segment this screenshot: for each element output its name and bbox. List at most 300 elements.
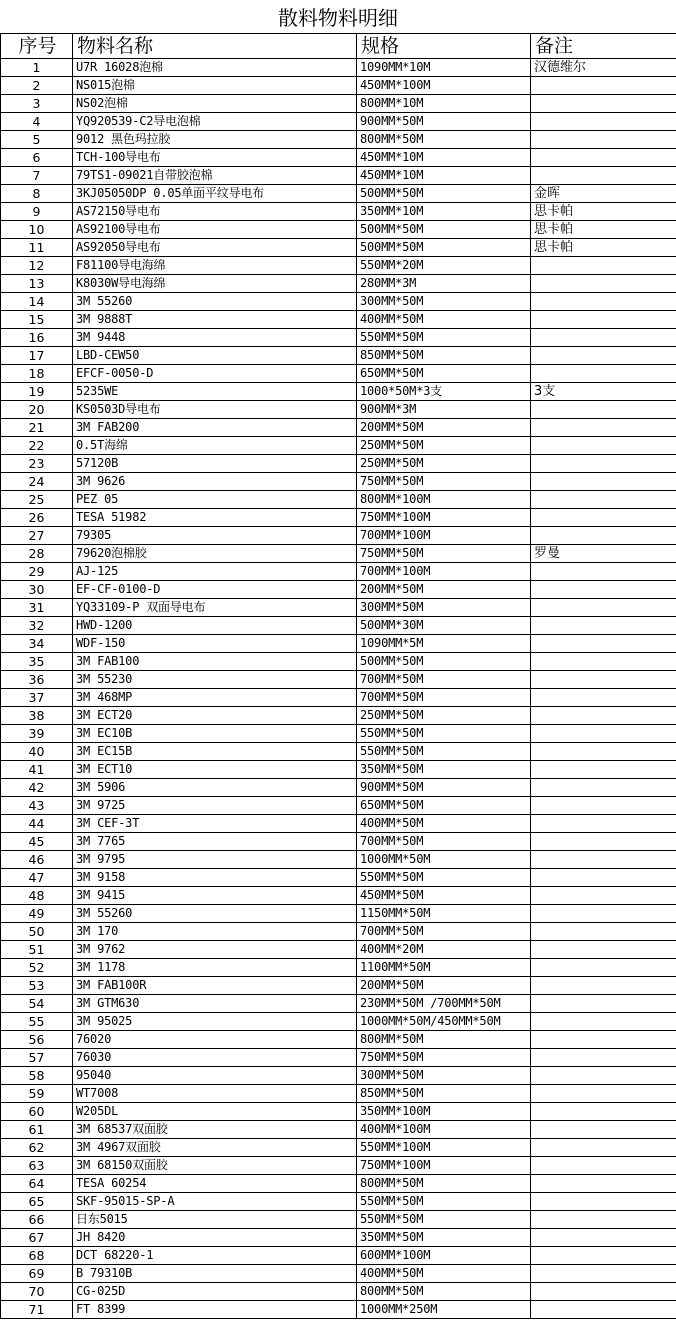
note-cell[interactable]: [531, 95, 676, 113]
index-cell[interactable]: 1: [1, 59, 73, 77]
name-cell[interactable]: 3M 170: [73, 923, 357, 941]
name-cell[interactable]: 76020: [73, 1031, 357, 1049]
note-cell[interactable]: [531, 1283, 676, 1301]
spec-cell[interactable]: 700MM*100M: [357, 563, 531, 581]
name-cell[interactable]: 3M FAB100R: [73, 977, 357, 995]
spec-cell[interactable]: 200MM*50M: [357, 977, 531, 995]
name-cell[interactable]: WT7008: [73, 1085, 357, 1103]
spec-cell[interactable]: 750MM*50M: [357, 1049, 531, 1067]
index-cell[interactable]: 31: [1, 599, 73, 617]
name-cell[interactable]: TESA 60254: [73, 1175, 357, 1193]
name-cell[interactable]: 76030: [73, 1049, 357, 1067]
index-cell[interactable]: 27: [1, 527, 73, 545]
name-cell[interactable]: LBD-CEW50: [73, 347, 357, 365]
index-cell[interactable]: 48: [1, 887, 73, 905]
spec-cell[interactable]: 500MM*50M: [357, 239, 531, 257]
name-cell[interactable]: K8030W导电海绵: [73, 275, 357, 293]
spec-cell[interactable]: 450MM*50M: [357, 887, 531, 905]
spec-cell[interactable]: 700MM*100M: [357, 527, 531, 545]
note-cell[interactable]: [531, 311, 676, 329]
name-cell[interactable]: 3M 9725: [73, 797, 357, 815]
note-cell[interactable]: [531, 167, 676, 185]
name-cell[interactable]: 3M CEF-3T: [73, 815, 357, 833]
index-cell[interactable]: 10: [1, 221, 73, 239]
note-cell[interactable]: [531, 473, 676, 491]
index-cell[interactable]: 67: [1, 1229, 73, 1247]
name-cell[interactable]: 日东5015: [73, 1211, 357, 1229]
table-row: [1, 221, 676, 239]
table-row: [1, 887, 676, 905]
index-cell[interactable]: 34: [1, 635, 73, 653]
note-cell[interactable]: [531, 977, 676, 995]
spec-cell[interactable]: 250MM*50M: [357, 455, 531, 473]
index-cell[interactable]: 62: [1, 1139, 73, 1157]
index-cell[interactable]: 61: [1, 1121, 73, 1139]
index-cell[interactable]: 36: [1, 671, 73, 689]
name-cell[interactable]: F81100导电海绵: [73, 257, 357, 275]
spec-cell[interactable]: 400MM*50M: [357, 1265, 531, 1283]
note-cell[interactable]: [531, 1193, 676, 1211]
note-cell[interactable]: [531, 869, 676, 887]
spec-cell[interactable]: 400MM*50M: [357, 815, 531, 833]
note-cell[interactable]: [531, 761, 676, 779]
spec-cell[interactable]: 650MM*50M: [357, 797, 531, 815]
header-name[interactable]: 物料名称: [73, 34, 357, 59]
spec-cell[interactable]: 550MM*50M: [357, 1211, 531, 1229]
note-cell[interactable]: [531, 1031, 676, 1049]
note-cell[interactable]: 思卡帕: [531, 203, 676, 221]
name-cell[interactable]: 9012 黑色玛拉胶: [73, 131, 357, 149]
spec-cell[interactable]: 750MM*100M: [357, 1157, 531, 1175]
spec-cell[interactable]: 350MM*10M: [357, 203, 531, 221]
note-cell[interactable]: [531, 401, 676, 419]
index-cell[interactable]: 53: [1, 977, 73, 995]
name-cell[interactable]: 3M 4967双面胶: [73, 1139, 357, 1157]
name-cell[interactable]: 3M 468MP: [73, 689, 357, 707]
spec-cell[interactable]: 300MM*50M: [357, 599, 531, 617]
spec-cell[interactable]: 700MM*50M: [357, 671, 531, 689]
header-note[interactable]: 备注: [531, 34, 676, 59]
spec-cell[interactable]: 450MM*10M: [357, 167, 531, 185]
note-cell[interactable]: [531, 1085, 676, 1103]
index-cell[interactable]: 45: [1, 833, 73, 851]
index-cell[interactable]: 2: [1, 77, 73, 95]
index-cell[interactable]: 16: [1, 329, 73, 347]
index-cell[interactable]: 14: [1, 293, 73, 311]
spec-cell[interactable]: 550MM*50M: [357, 1193, 531, 1211]
index-cell[interactable]: 3: [1, 95, 73, 113]
index-cell[interactable]: 59: [1, 1085, 73, 1103]
note-cell[interactable]: [531, 1103, 676, 1121]
spec-cell[interactable]: 800MM*100M: [357, 491, 531, 509]
spec-cell[interactable]: 200MM*50M: [357, 581, 531, 599]
index-cell[interactable]: 28: [1, 545, 73, 563]
note-cell[interactable]: [531, 347, 676, 365]
note-cell[interactable]: [531, 77, 676, 95]
index-cell[interactable]: 52: [1, 959, 73, 977]
name-cell[interactable]: 3M EC10B: [73, 725, 357, 743]
name-cell[interactable]: 79305: [73, 527, 357, 545]
spec-cell[interactable]: 750MM*100M: [357, 509, 531, 527]
index-cell[interactable]: 56: [1, 1031, 73, 1049]
index-cell[interactable]: 17: [1, 347, 73, 365]
name-cell[interactable]: 3M 1178: [73, 959, 357, 977]
note-cell[interactable]: [531, 491, 676, 509]
index-cell[interactable]: 46: [1, 851, 73, 869]
note-cell[interactable]: 汉德维尔: [531, 59, 676, 77]
note-cell[interactable]: [531, 1013, 676, 1031]
name-cell[interactable]: SKF-95015-SP-A: [73, 1193, 357, 1211]
index-cell[interactable]: 5: [1, 131, 73, 149]
index-cell[interactable]: 12: [1, 257, 73, 275]
note-cell[interactable]: [531, 581, 676, 599]
name-cell[interactable]: 3M 9158: [73, 869, 357, 887]
name-cell[interactable]: 5235WE: [73, 383, 357, 401]
spec-cell[interactable]: 400MM*50M: [357, 311, 531, 329]
index-cell[interactable]: 42: [1, 779, 73, 797]
name-cell[interactable]: TCH-100导电布: [73, 149, 357, 167]
name-cell[interactable]: WDF-150: [73, 635, 357, 653]
table-row: [1, 455, 676, 473]
name-cell[interactable]: 3M 9762: [73, 941, 357, 959]
name-cell[interactable]: NS015泡棉: [73, 77, 357, 95]
note-cell[interactable]: [531, 725, 676, 743]
name-cell[interactable]: AS72150导电布: [73, 203, 357, 221]
note-cell[interactable]: 金晖: [531, 185, 676, 203]
index-cell[interactable]: 40: [1, 743, 73, 761]
spec-cell[interactable]: 1000MM*250M: [357, 1301, 531, 1319]
spec-cell[interactable]: 750MM*50M: [357, 473, 531, 491]
note-cell[interactable]: [531, 1121, 676, 1139]
name-cell[interactable]: TESA 51982: [73, 509, 357, 527]
name-cell[interactable]: 3M 68150双面胶: [73, 1157, 357, 1175]
name-cell[interactable]: 3M 9415: [73, 887, 357, 905]
name-cell[interactable]: 0.5T海绵: [73, 437, 357, 455]
spec-cell[interactable]: 750MM*50M: [357, 545, 531, 563]
note-cell[interactable]: [531, 1301, 676, 1319]
note-cell[interactable]: [531, 113, 676, 131]
note-cell[interactable]: [531, 437, 676, 455]
index-cell[interactable]: 66: [1, 1211, 73, 1229]
spec-cell[interactable]: 850MM*50M: [357, 347, 531, 365]
index-cell[interactable]: 39: [1, 725, 73, 743]
note-cell[interactable]: [531, 995, 676, 1013]
name-cell[interactable]: 3M 55260: [73, 293, 357, 311]
index-cell[interactable]: 69: [1, 1265, 73, 1283]
index-cell[interactable]: 20: [1, 401, 73, 419]
table-row: [1, 239, 676, 257]
table-row: [1, 905, 676, 923]
spec-cell[interactable]: 400MM*20M: [357, 941, 531, 959]
note-cell[interactable]: [531, 1175, 676, 1193]
note-cell[interactable]: [531, 1139, 676, 1157]
spec-cell[interactable]: 550MM*50M: [357, 743, 531, 761]
name-cell[interactable]: EFCF-0050-D: [73, 365, 357, 383]
index-cell[interactable]: 19: [1, 383, 73, 401]
index-cell[interactable]: 65: [1, 1193, 73, 1211]
spec-cell[interactable]: 550MM*20M: [357, 257, 531, 275]
spec-cell[interactable]: 350MM*50M: [357, 1229, 531, 1247]
index-cell[interactable]: 51: [1, 941, 73, 959]
index-cell[interactable]: 60: [1, 1103, 73, 1121]
index-cell[interactable]: 25: [1, 491, 73, 509]
name-cell[interactable]: JH 8420: [73, 1229, 357, 1247]
note-cell[interactable]: 思卡帕: [531, 221, 676, 239]
name-cell[interactable]: PEZ 05: [73, 491, 357, 509]
name-cell[interactable]: 3M FAB100: [73, 653, 357, 671]
spec-cell[interactable]: 500MM*50M: [357, 653, 531, 671]
index-cell[interactable]: 15: [1, 311, 73, 329]
index-cell[interactable]: 71: [1, 1301, 73, 1319]
table-row: [1, 437, 676, 455]
note-cell[interactable]: [531, 635, 676, 653]
spec-cell[interactable]: 650MM*50M: [357, 365, 531, 383]
table-row: [1, 1085, 676, 1103]
note-cell[interactable]: [531, 1067, 676, 1085]
name-cell[interactable]: 3M 9448: [73, 329, 357, 347]
spec-cell[interactable]: 450MM*10M: [357, 149, 531, 167]
spec-cell[interactable]: 1090MM*5M: [357, 635, 531, 653]
index-cell[interactable]: 18: [1, 365, 73, 383]
name-cell[interactable]: HWD-1200: [73, 617, 357, 635]
name-cell[interactable]: CG-025D: [73, 1283, 357, 1301]
index-cell[interactable]: 35: [1, 653, 73, 671]
index-cell[interactable]: 26: [1, 509, 73, 527]
spec-cell[interactable]: 900MM*50M: [357, 113, 531, 131]
spec-cell[interactable]: 700MM*50M: [357, 689, 531, 707]
note-cell[interactable]: [531, 365, 676, 383]
spec-cell[interactable]: 250MM*50M: [357, 437, 531, 455]
spec-cell[interactable]: 200MM*50M: [357, 419, 531, 437]
name-cell[interactable]: 95040: [73, 1067, 357, 1085]
spec-cell[interactable]: 1090MM*10M: [357, 59, 531, 77]
index-cell[interactable]: 54: [1, 995, 73, 1013]
spec-cell[interactable]: 500MM*50M: [357, 221, 531, 239]
name-cell[interactable]: NS02泡棉: [73, 95, 357, 113]
name-cell[interactable]: DCT 68220-1: [73, 1247, 357, 1265]
index-cell[interactable]: 43: [1, 797, 73, 815]
note-cell[interactable]: [531, 1049, 676, 1067]
index-cell[interactable]: 49: [1, 905, 73, 923]
spec-cell[interactable]: 900MM*50M: [357, 779, 531, 797]
spec-cell[interactable]: 1100MM*50M: [357, 959, 531, 977]
note-cell[interactable]: [531, 1157, 676, 1175]
name-cell[interactable]: 3M 55230: [73, 671, 357, 689]
index-cell[interactable]: 6: [1, 149, 73, 167]
index-cell[interactable]: 57: [1, 1049, 73, 1067]
table-row: [1, 797, 676, 815]
index-cell[interactable]: 44: [1, 815, 73, 833]
index-cell[interactable]: 13: [1, 275, 73, 293]
name-cell[interactable]: AS92100导电布: [73, 221, 357, 239]
index-cell[interactable]: 32: [1, 617, 73, 635]
index-cell[interactable]: 30: [1, 581, 73, 599]
note-cell[interactable]: [531, 797, 676, 815]
note-cell[interactable]: [531, 779, 676, 797]
spec-cell[interactable]: 1000*50M*3支: [357, 383, 531, 401]
note-cell[interactable]: [531, 293, 676, 311]
index-cell[interactable]: 7: [1, 167, 73, 185]
index-cell[interactable]: 9: [1, 203, 73, 221]
table-row: [1, 1031, 676, 1049]
note-cell[interactable]: [531, 707, 676, 725]
index-cell[interactable]: 11: [1, 239, 73, 257]
note-cell[interactable]: [531, 851, 676, 869]
note-cell[interactable]: [531, 743, 676, 761]
index-cell[interactable]: 41: [1, 761, 73, 779]
index-cell[interactable]: 47: [1, 869, 73, 887]
note-cell[interactable]: [531, 815, 676, 833]
note-cell[interactable]: [531, 923, 676, 941]
index-cell[interactable]: 8: [1, 185, 73, 203]
spec-cell[interactable]: 350MM*50M: [357, 761, 531, 779]
note-cell[interactable]: [531, 1247, 676, 1265]
name-cell[interactable]: 3M 9626: [73, 473, 357, 491]
index-cell[interactable]: 70: [1, 1283, 73, 1301]
spec-cell[interactable]: 800MM*50M: [357, 1283, 531, 1301]
spec-cell[interactable]: 900MM*3M: [357, 401, 531, 419]
name-cell[interactable]: KS0503D导电布: [73, 401, 357, 419]
spec-cell[interactable]: 450MM*100M: [357, 77, 531, 95]
note-cell[interactable]: [531, 833, 676, 851]
index-cell[interactable]: 22: [1, 437, 73, 455]
spec-cell[interactable]: 550MM*50M: [357, 869, 531, 887]
index-cell[interactable]: 55: [1, 1013, 73, 1031]
header-index[interactable]: 序号: [1, 34, 73, 59]
spec-cell[interactable]: 700MM*50M: [357, 923, 531, 941]
name-cell[interactable]: 3M ECT10: [73, 761, 357, 779]
header-spec[interactable]: 规格: [357, 34, 531, 59]
note-cell[interactable]: [531, 1265, 676, 1283]
note-cell[interactable]: [531, 509, 676, 527]
note-cell[interactable]: [531, 149, 676, 167]
name-cell[interactable]: U7R 16028泡棉: [73, 59, 357, 77]
note-cell[interactable]: [531, 455, 676, 473]
spec-cell[interactable]: 300MM*50M: [357, 1067, 531, 1085]
name-cell[interactable]: 3M ECT20: [73, 707, 357, 725]
spec-cell[interactable]: 1000MM*50M: [357, 851, 531, 869]
name-cell[interactable]: 3M 95025: [73, 1013, 357, 1031]
name-cell[interactable]: AJ-125: [73, 563, 357, 581]
index-cell[interactable]: 37: [1, 689, 73, 707]
name-cell[interactable]: 79620泡棉胶: [73, 545, 357, 563]
note-cell[interactable]: [531, 563, 676, 581]
name-cell[interactable]: FT 8399: [73, 1301, 357, 1319]
note-cell[interactable]: [531, 617, 676, 635]
spec-cell[interactable]: 600MM*100M: [357, 1247, 531, 1265]
table-row: [1, 203, 676, 221]
note-cell[interactable]: [531, 419, 676, 437]
spec-cell[interactable]: 800MM*10M: [357, 95, 531, 113]
spec-cell[interactable]: 550MM*50M: [357, 725, 531, 743]
note-cell[interactable]: [531, 905, 676, 923]
table-row: [1, 131, 676, 149]
spec-cell[interactable]: 280MM*3M: [357, 275, 531, 293]
note-cell[interactable]: [531, 329, 676, 347]
spec-cell[interactable]: 700MM*50M: [357, 833, 531, 851]
name-cell[interactable]: 3M 5906: [73, 779, 357, 797]
index-cell[interactable]: 23: [1, 455, 73, 473]
name-cell[interactable]: B 79310B: [73, 1265, 357, 1283]
spec-cell[interactable]: 1000MM*50M/450MM*50M: [357, 1013, 531, 1031]
name-cell[interactable]: 3M 9888T: [73, 311, 357, 329]
note-cell[interactable]: 3支: [531, 383, 676, 401]
name-cell[interactable]: 3M EC15B: [73, 743, 357, 761]
note-cell[interactable]: 思卡帕: [531, 239, 676, 257]
name-cell[interactable]: 57120B: [73, 455, 357, 473]
note-cell[interactable]: [531, 131, 676, 149]
note-cell[interactable]: 罗曼: [531, 545, 676, 563]
note-cell[interactable]: [531, 1211, 676, 1229]
spec-cell[interactable]: 500MM*50M: [357, 185, 531, 203]
name-cell[interactable]: 3M 68537双面胶: [73, 1121, 357, 1139]
table-row: [1, 1283, 676, 1301]
note-cell[interactable]: [531, 275, 676, 293]
name-cell[interactable]: 3M 55260: [73, 905, 357, 923]
note-cell[interactable]: [531, 257, 676, 275]
note-cell[interactable]: [531, 941, 676, 959]
note-cell[interactable]: [531, 671, 676, 689]
note-cell[interactable]: [531, 689, 676, 707]
name-cell[interactable]: YQ920539-C2导电泡棉: [73, 113, 357, 131]
name-cell[interactable]: YQ33109-P 双面导电布: [73, 599, 357, 617]
table-row: [1, 617, 676, 635]
index-cell[interactable]: 29: [1, 563, 73, 581]
index-cell[interactable]: 50: [1, 923, 73, 941]
note-cell[interactable]: [531, 1229, 676, 1247]
note-cell[interactable]: [531, 599, 676, 617]
spec-cell[interactable]: 550MM*50M: [357, 329, 531, 347]
table-row: [1, 59, 676, 77]
spec-cell[interactable]: 300MM*50M: [357, 293, 531, 311]
index-cell[interactable]: 38: [1, 707, 73, 725]
name-cell[interactable]: 3KJ05050DP 0.05单面平纹导电布: [73, 185, 357, 203]
note-cell[interactable]: [531, 527, 676, 545]
spec-cell[interactable]: 850MM*50M: [357, 1085, 531, 1103]
name-cell[interactable]: 79TS1-09021自带胶泡棉: [73, 167, 357, 185]
index-cell[interactable]: 24: [1, 473, 73, 491]
name-cell[interactable]: W205DL: [73, 1103, 357, 1121]
note-cell[interactable]: [531, 887, 676, 905]
spec-cell[interactable]: 250MM*50M: [357, 707, 531, 725]
note-cell[interactable]: [531, 959, 676, 977]
index-cell[interactable]: 4: [1, 113, 73, 131]
table-row: [1, 545, 676, 563]
name-cell[interactable]: AS92050导电布: [73, 239, 357, 257]
spec-cell[interactable]: 800MM*50M: [357, 1031, 531, 1049]
index-cell[interactable]: 64: [1, 1175, 73, 1193]
name-cell[interactable]: EF-CF-0100-D: [73, 581, 357, 599]
name-cell[interactable]: 3M 7765: [73, 833, 357, 851]
spec-cell[interactable]: 500MM*30M: [357, 617, 531, 635]
table-row: [1, 1049, 676, 1067]
spec-cell[interactable]: 550MM*100M: [357, 1139, 531, 1157]
index-cell[interactable]: 68: [1, 1247, 73, 1265]
name-cell[interactable]: 3M GTM630: [73, 995, 357, 1013]
spec-cell[interactable]: 400MM*100M: [357, 1121, 531, 1139]
name-cell[interactable]: 3M FAB200: [73, 419, 357, 437]
spec-cell[interactable]: 230MM*50M /700MM*50M: [357, 995, 531, 1013]
spec-cell[interactable]: 800MM*50M: [357, 131, 531, 149]
spec-cell[interactable]: 800MM*50M: [357, 1175, 531, 1193]
spec-cell[interactable]: 1150MM*50M: [357, 905, 531, 923]
name-cell[interactable]: 3M 9795: [73, 851, 357, 869]
note-cell[interactable]: [531, 653, 676, 671]
spec-cell[interactable]: 350MM*100M: [357, 1103, 531, 1121]
index-cell[interactable]: 63: [1, 1157, 73, 1175]
index-cell[interactable]: 21: [1, 419, 73, 437]
index-cell[interactable]: 58: [1, 1067, 73, 1085]
